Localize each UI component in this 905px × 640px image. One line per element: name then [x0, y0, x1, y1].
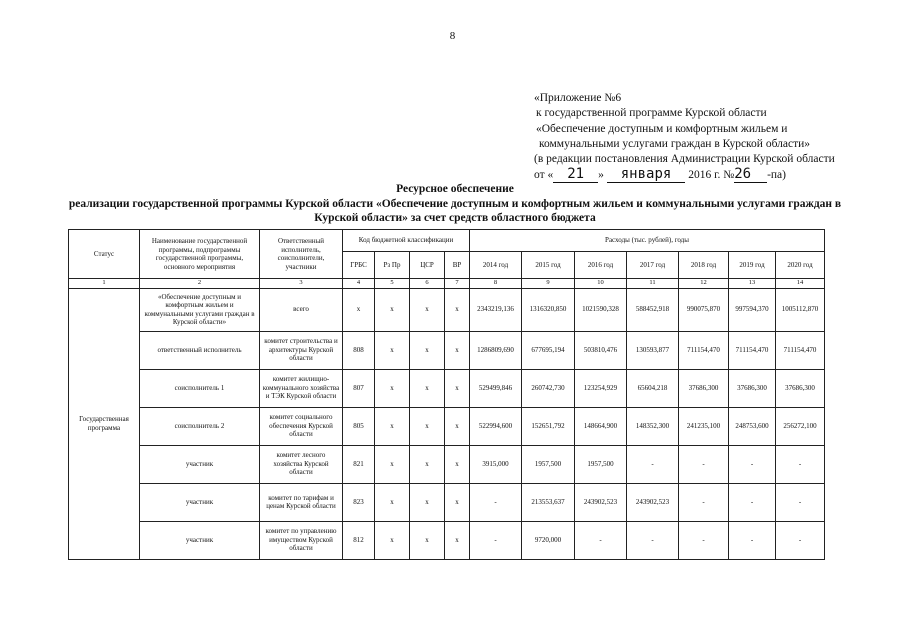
title-line-2: реализации государственной программы Курской области «Обеспечение доступным и комфортным жильем и коммунальными услугами граждан в Курской области» за счет средств областного бюджета — [68, 197, 842, 224]
column-number: 5 — [375, 279, 410, 289]
row-value-2016: 148664,900 — [575, 407, 627, 445]
row-value-2017: 65604,218 — [627, 369, 679, 407]
row-executor: комитет по тарифам и ценам Курской области — [260, 483, 343, 521]
row-value-2014: - — [470, 483, 522, 521]
row-csr: х — [410, 331, 445, 369]
row-value-2016: - — [575, 521, 627, 559]
column-number: 3 — [260, 279, 343, 289]
row-value-2020: 37686,300 — [776, 369, 825, 407]
row-value-2014: 1286809,690 — [470, 331, 522, 369]
row-value-2020: - — [776, 521, 825, 559]
row-value-2020: - — [776, 445, 825, 483]
row-grbs: 812 — [343, 521, 375, 559]
row-executor: комитет по управлению имуществом Курской области — [260, 521, 343, 559]
row-value-2015: 9720,000 — [522, 521, 575, 559]
row-value-2017: - — [627, 521, 679, 559]
row-value-2018: 37686,300 — [679, 369, 729, 407]
row-value-2019: - — [729, 445, 776, 483]
row-value-2016: 123254,929 — [575, 369, 627, 407]
row-value-2015: 1957,500 — [522, 445, 575, 483]
row-executor: комитет социального обеспечения Курской области — [260, 407, 343, 445]
row-value-2016: 243902,523 — [575, 483, 627, 521]
row-value-2014: 522994,600 — [470, 407, 522, 445]
row-csr: х — [410, 369, 445, 407]
date-day: 21 — [553, 166, 598, 183]
row-csr: х — [410, 445, 445, 483]
row-name: соисполнитель 2 — [140, 407, 260, 445]
row-csr: х — [410, 407, 445, 445]
header-year-2017: 2017 год — [627, 252, 679, 279]
header-grbs: ГРБС — [343, 252, 375, 279]
row-name: «Обеспечение доступным и комфортным жильем и коммунальными услугами граждан в Курской области» — [140, 288, 260, 331]
header-year-2016: 2016 год — [575, 252, 627, 279]
status-cell: Государственная программа — [69, 288, 140, 559]
row-value-2017: 148352,300 — [627, 407, 679, 445]
row-value-2015: 260742,730 — [522, 369, 575, 407]
row-value-2016: 1957,500 — [575, 445, 627, 483]
appendix-line-4: коммунальными услугами граждан в Курской области» — [539, 137, 811, 150]
appendix-header — [534, 91, 835, 184]
row-grbs: 821 — [343, 445, 375, 483]
row-value-2018: 711154,470 — [679, 331, 729, 369]
row-value-2018: - — [679, 521, 729, 559]
header-year-2014: 2014 год — [470, 252, 522, 279]
row-rzpr: х — [375, 331, 410, 369]
header-csr: ЦСР — [410, 252, 445, 279]
row-value-2015: 1316320,850 — [522, 288, 575, 331]
table-row — [69, 483, 825, 521]
table-row — [69, 369, 825, 407]
row-csr: х — [410, 288, 445, 331]
row-value-2018: 241235,100 — [679, 407, 729, 445]
row-value-2017: 130593,877 — [627, 331, 679, 369]
title-line-1: Ресурсное обеспечение — [396, 183, 514, 195]
header-name: Наименование государственной программы, подпрограммы государственной программы, основного мероприятия — [140, 230, 260, 279]
column-number: 7 — [445, 279, 470, 289]
row-value-2014: 2343219,136 — [470, 288, 522, 331]
date-mid: » — [598, 169, 604, 182]
row-name: соисполнитель 1 — [140, 369, 260, 407]
header-year-2015: 2015 год — [522, 252, 575, 279]
column-number: 11 — [627, 279, 679, 289]
column-number: 10 — [575, 279, 627, 289]
appendix-line-5: (в редакции постановления Администрации Курской области — [534, 153, 835, 166]
table-row — [69, 331, 825, 369]
row-vr: х — [445, 331, 470, 369]
header-status: Статус — [69, 230, 140, 279]
appendix-line-2: к государственной программе Курской области — [536, 107, 767, 120]
row-value-2017: 588452,918 — [627, 288, 679, 331]
row-value-2020: 711154,470 — [776, 331, 825, 369]
row-grbs: 823 — [343, 483, 375, 521]
row-value-2017: 243902,523 — [627, 483, 679, 521]
row-value-2018: 990075,870 — [679, 288, 729, 331]
row-value-2020: - — [776, 483, 825, 521]
row-vr: х — [445, 445, 470, 483]
row-value-2019: - — [729, 521, 776, 559]
row-vr: х — [445, 288, 470, 331]
row-rzpr: х — [375, 407, 410, 445]
row-value-2017: - — [627, 445, 679, 483]
row-name: участник — [140, 521, 260, 559]
date-number: 26 — [734, 166, 767, 183]
column-number-row — [69, 279, 825, 289]
row-rzpr: х — [375, 483, 410, 521]
date-prefix: от « — [534, 169, 554, 182]
row-grbs: х — [343, 288, 375, 331]
row-vr: х — [445, 483, 470, 521]
row-grbs: 807 — [343, 369, 375, 407]
header-vr: ВР — [445, 252, 470, 279]
row-rzpr: х — [375, 445, 410, 483]
row-value-2020: 256272,100 — [776, 407, 825, 445]
date-suffix: -па) — [767, 169, 786, 182]
row-value-2014: 529499,846 — [470, 369, 522, 407]
column-number: 8 — [470, 279, 522, 289]
row-value-2016: 503810,476 — [575, 331, 627, 369]
row-executor: всего — [260, 288, 343, 331]
row-rzpr: х — [375, 369, 410, 407]
column-number: 6 — [410, 279, 445, 289]
row-value-2015: 213553,637 — [522, 483, 575, 521]
row-executor: комитет строительства и архитектуры Курской области — [260, 331, 343, 369]
row-rzpr: х — [375, 288, 410, 331]
header-expenses: Расходы (тыс. рублей), годы — [470, 230, 825, 252]
resource-table — [68, 229, 825, 560]
header-year-2020: 2020 год — [776, 252, 825, 279]
row-csr: х — [410, 521, 445, 559]
row-value-2016: 1021590,328 — [575, 288, 627, 331]
document-title — [60, 182, 850, 226]
column-number: 9 — [522, 279, 575, 289]
row-csr: х — [410, 483, 445, 521]
row-value-2020: 1005112,870 — [776, 288, 825, 331]
row-name: участник — [140, 483, 260, 521]
page-number: 8 — [449, 30, 456, 42]
row-vr: х — [445, 369, 470, 407]
row-grbs: 805 — [343, 407, 375, 445]
column-number: 1 — [69, 279, 140, 289]
column-number: 12 — [679, 279, 729, 289]
row-value-2019: 248753,600 — [729, 407, 776, 445]
row-executor: комитет лесного хозяйства Курской области — [260, 445, 343, 483]
appendix-line-3: «Обеспечение доступным и комфортным жильем и — [536, 122, 788, 135]
row-vr: х — [445, 407, 470, 445]
header-year-2018: 2018 год — [679, 252, 729, 279]
appendix-line-1: «Приложение №6 — [534, 92, 622, 104]
date-month: января — [607, 166, 686, 183]
row-vr: х — [445, 521, 470, 559]
column-number: 13 — [729, 279, 776, 289]
row-value-2019: 711154,470 — [729, 331, 776, 369]
row-grbs: 808 — [343, 331, 375, 369]
row-value-2014: - — [470, 521, 522, 559]
row-rzpr: х — [375, 521, 410, 559]
row-value-2018: - — [679, 483, 729, 521]
row-value-2015: 677695,194 — [522, 331, 575, 369]
row-value-2018: - — [679, 445, 729, 483]
table-row — [69, 407, 825, 445]
row-value-2019: - — [729, 483, 776, 521]
column-number: 2 — [140, 279, 260, 289]
header-rzpr: Рз Пр — [375, 252, 410, 279]
row-value-2019: 997594,370 — [729, 288, 776, 331]
header-year-2019: 2019 год — [729, 252, 776, 279]
date-year: 2016 г. № — [688, 169, 735, 182]
table-row — [69, 445, 825, 483]
column-number: 14 — [776, 279, 825, 289]
row-value-2014: 3915,000 — [470, 445, 522, 483]
column-number: 4 — [343, 279, 375, 289]
header-row-1 — [69, 230, 825, 252]
row-value-2019: 37686,300 — [729, 369, 776, 407]
row-executor: комитет жилищно-коммунального хозяйства и ТЭК Курской области — [260, 369, 343, 407]
table-row — [69, 288, 825, 331]
table-row — [69, 521, 825, 559]
header-budget-code: Код бюджетной классификации — [343, 230, 470, 252]
header-executor: Ответственный исполнитель, соисполнители, участники — [260, 230, 343, 279]
row-name: участник — [140, 445, 260, 483]
row-name: ответственный исполнитель — [140, 331, 260, 369]
row-value-2015: 152651,792 — [522, 407, 575, 445]
